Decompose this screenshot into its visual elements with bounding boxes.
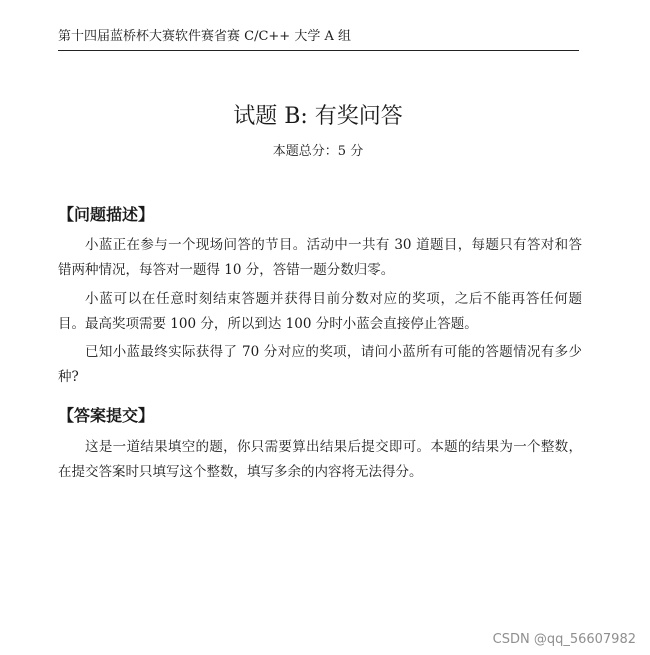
section-heading-submission: 【答案提交】 [58,406,155,425]
problem-score: 本题总分：5 分 [272,144,364,159]
submission-paragraph-1: 这是一道结果填空的题，你只需要算出结果后提交即可。本题的结果为一个整数，在提交答案时只填写这个整数，填写多余的内容将无法得分。 [58,439,582,480]
description-paragraph-3: 已知小蓝最终实际获得了 70 分对应的奖项，请问小蓝所有可能的答题情况有多少种? [58,344,582,385]
page-header: 第十四届蓝桥杯大赛软件赛省赛 C/C++ 大学 A 组 [58,28,579,51]
description-paragraph-1: 小蓝正在参与一个现场问答的节目。活动中一共有 30 道题目，每题只有答对和答错两种情况，每答对一题得 10 分，答错一题分数归零。 [58,237,582,278]
section-heading-description: 【问题描述】 [58,205,155,224]
description-paragraph-2: 小蓝可以在任意时刻结束答题并获得目前分数对应的奖项，之后不能再答任何题目。最高奖项需要 100 分，所以到达 100 分时小蓝会直接停止答题。 [58,291,582,332]
watermark: CSDN @qq_56607982 [492,632,636,647]
problem-title: 试题 B: 有奖问答 [233,104,403,129]
